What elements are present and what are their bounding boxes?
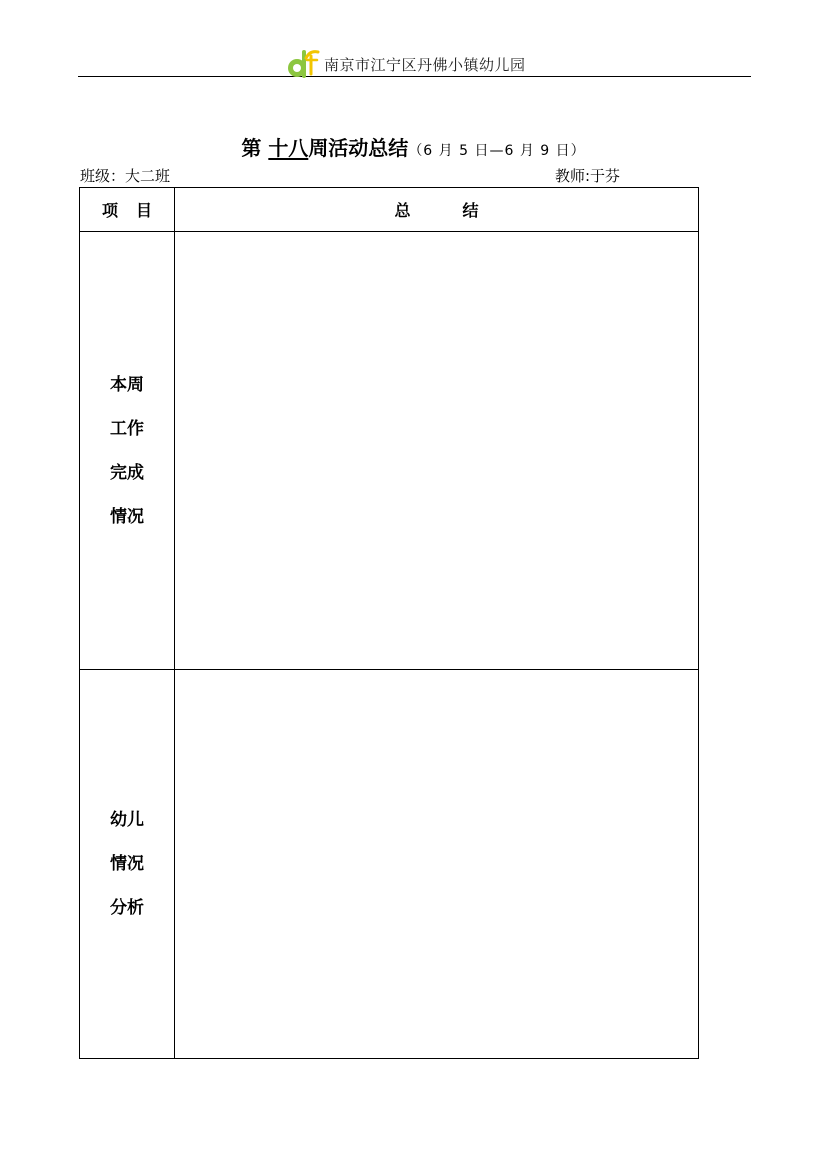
title-date-range: （6 月 5 日—6 月 9 日）	[408, 143, 586, 159]
table-row	[80, 232, 699, 670]
page-header	[78, 36, 751, 77]
df-logo-icon	[286, 48, 320, 80]
summary-table	[79, 187, 699, 1059]
title-suffix: 周活动总结	[308, 136, 409, 160]
teacher-label: 教师:于芬	[555, 167, 621, 185]
table-header-row	[80, 188, 699, 232]
item-cell-work-completion: 本周 工作 完成 情况	[80, 232, 175, 670]
item-cell-child-analysis: 幼儿 情况 分析	[80, 670, 175, 1059]
summary-cell-work-completion[interactable]	[175, 232, 699, 670]
title-week-number: 十八	[268, 136, 309, 160]
title-prefix: 第	[241, 136, 262, 160]
table-row	[80, 670, 699, 1059]
page-title	[0, 132, 827, 161]
header-summary: 总结	[175, 188, 699, 232]
class-label: 班级：大二班	[80, 167, 171, 185]
summary-cell-child-analysis[interactable]	[175, 670, 699, 1059]
header-item: 项目	[80, 188, 175, 232]
school-name: 南京市江宁区丹佛小镇幼儿园	[324, 55, 526, 74]
header-brand	[286, 48, 526, 80]
